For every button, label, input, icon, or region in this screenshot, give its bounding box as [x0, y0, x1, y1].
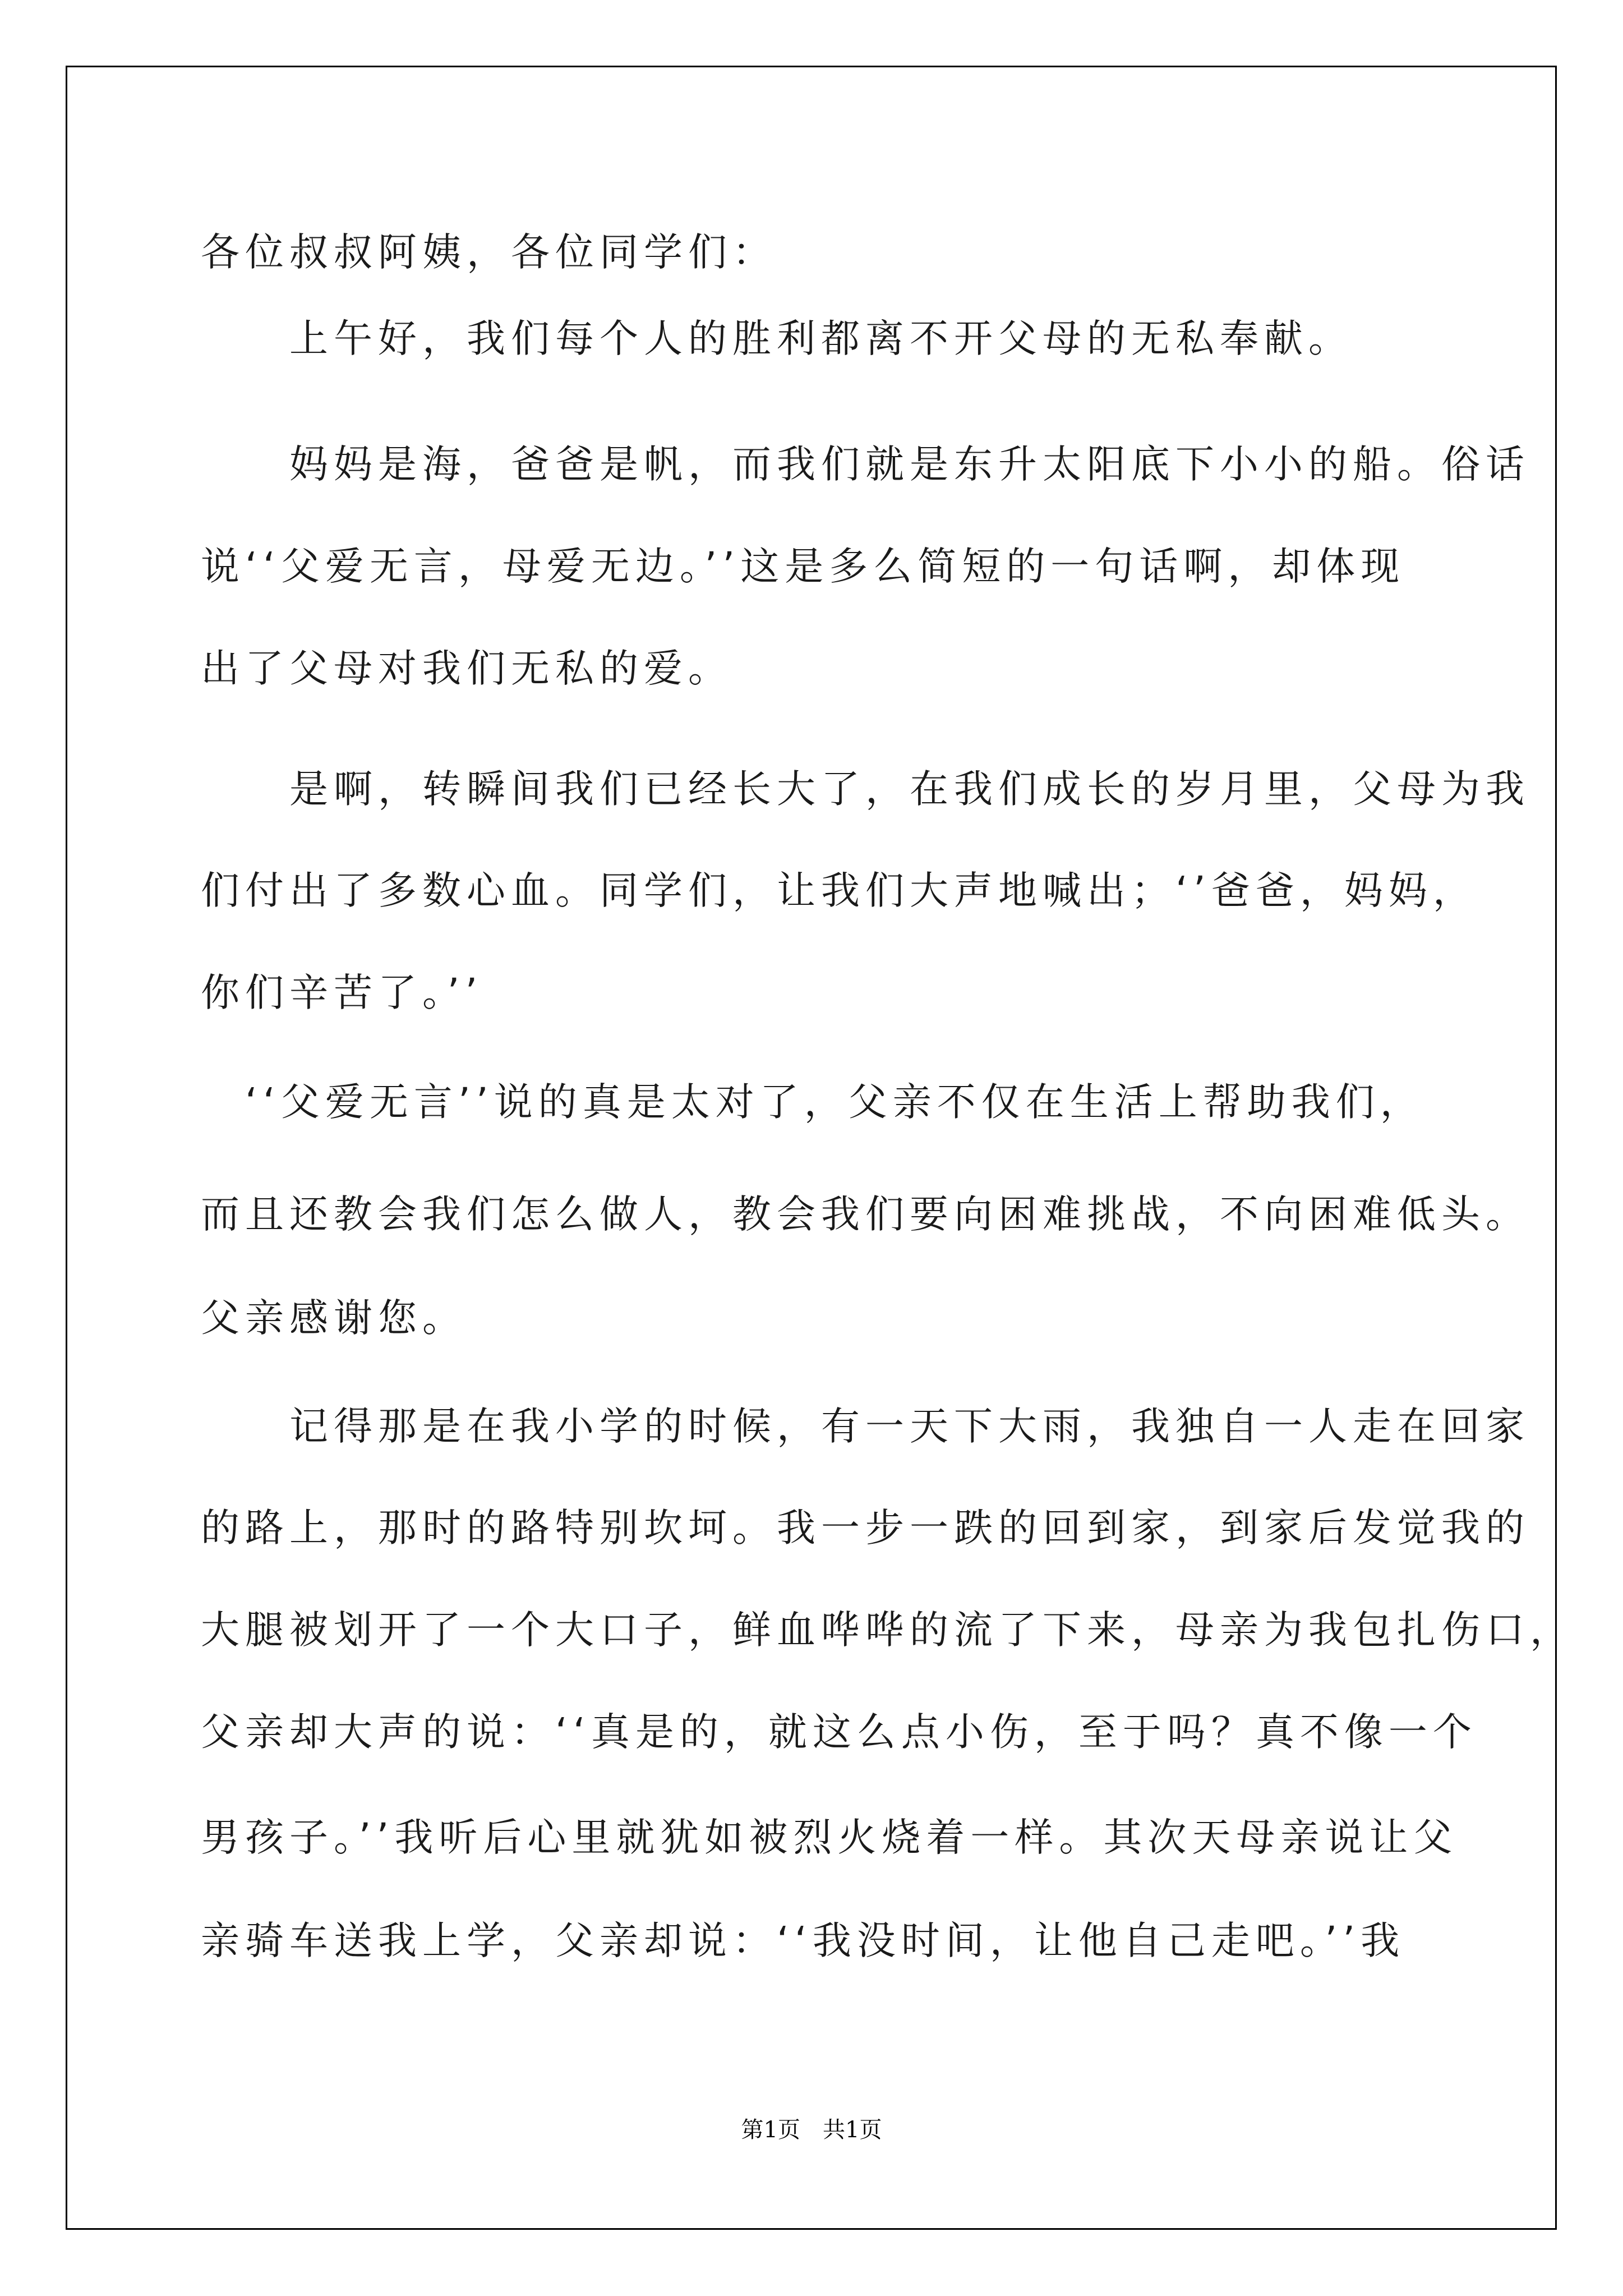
text-line: 记得那是在我小学的时候，有一天下大雨，我独自一人走在回家 — [201, 1404, 1530, 1449]
text-line: 你们辛苦了。’’ — [201, 970, 483, 1015]
text-line: 大腿被划开了一个大口子，鲜血哗哗的流了下来，母亲为我包扎伤口， — [201, 1608, 1574, 1653]
text-line: 说‘‘父爱无言，母爱无边。’’这是多么简短的一句话啊，却体现 — [201, 544, 1405, 589]
text-line: ‘‘父爱无言’’说的真是太对了，父亲不仅在生活上帮助我们， — [201, 1080, 1424, 1125]
text-line: 亲骑车送我上学，父亲却说：‘‘我没时间，让他自己走吧。’’我 — [201, 1918, 1405, 1963]
text-line: 妈妈是海，爸爸是帆，而我们就是东升太阳底下小小的船。俗话 — [201, 442, 1530, 487]
page-border — [66, 66, 1557, 2230]
text-line: 是啊，转瞬间我们已经长大了，在我们成长的岁月里，父母为我 — [201, 767, 1530, 812]
text-line: 的路上，那时的路特别坎坷。我一步一跌的回到家，到家后发觉我的 — [201, 1506, 1530, 1550]
text-line: 父亲感谢您。 — [201, 1296, 467, 1341]
text-line: 们付出了多数心血。同学们，让我们大声地喊出；‘’爸爸，妈妈， — [201, 868, 1477, 913]
page-number: 第1页 共1页 — [741, 2117, 882, 2143]
text-line: 各位叔叔阿姨，各位同学们： — [201, 230, 777, 275]
text-line: 出了父母对我们无私的爱。 — [201, 646, 732, 691]
text-line: 而且还教会我们怎么做人，教会我们要向困难挑战，不向困难低头。 — [201, 1192, 1530, 1237]
text-line: 上午好，我们每个人的胜利都离不开父母的无私奉献。 — [201, 316, 1353, 361]
text-line: 男孩子。’’我听后心里就犹如被烈火烧着一样。其次天母亲说让父 — [201, 1815, 1458, 1860]
text-line: 父亲却大声的说：‘‘真是的，就这么点小伤，至于吗？真不像一个 — [201, 1710, 1477, 1755]
